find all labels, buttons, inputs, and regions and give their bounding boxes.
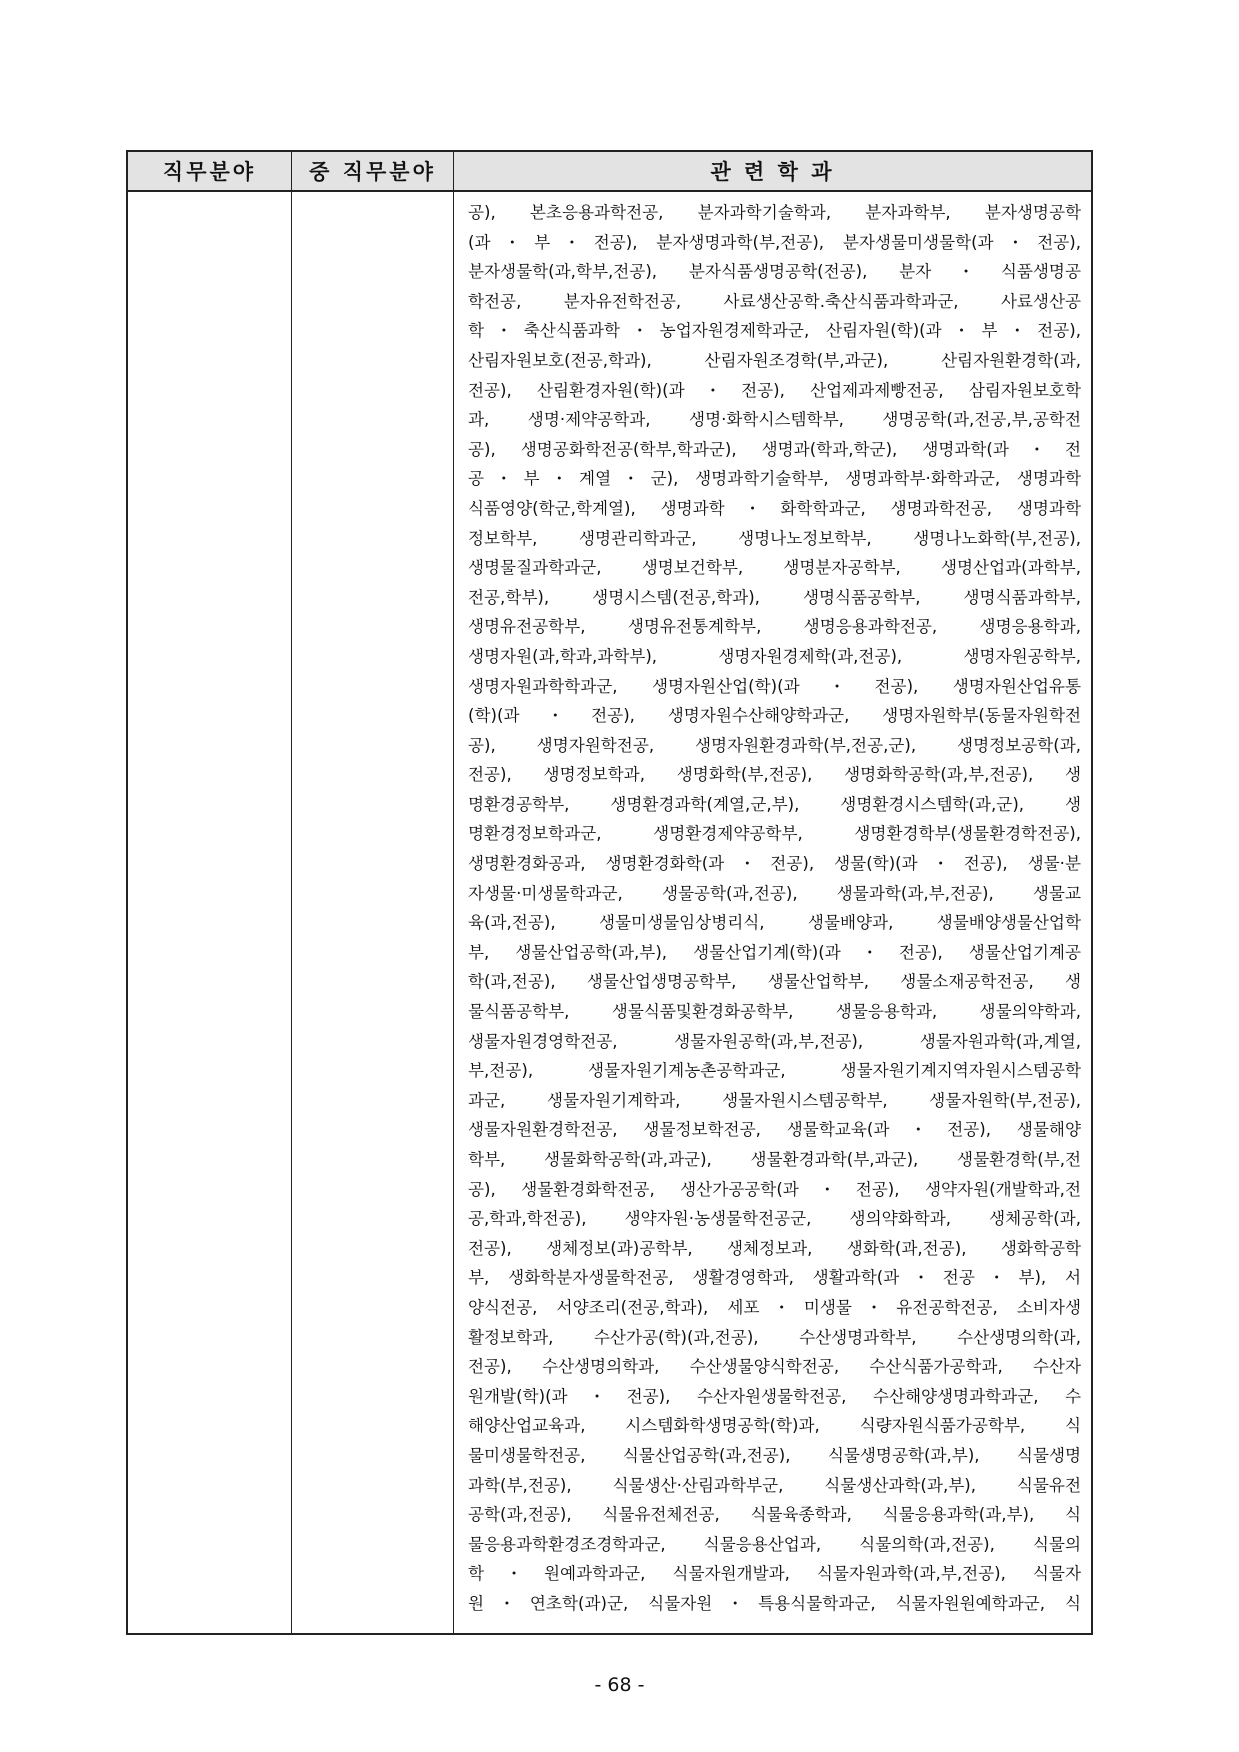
related-departments-line: 명환경공학부, 생명환경과학(계열,군,부), 생명환경시스템학(과,군), 생 — [468, 794, 1081, 814]
related-departments-line: (과・부・전공), 분자생명과학(부,전공), 분자생물미생물학(과・전공), — [468, 232, 1081, 252]
related-departments-line: 자생물·미생물학과군, 생물공학(과,전공), 생물과학(과,부,전공), 생물교 — [468, 883, 1081, 903]
related-departments-line: 생물자원환경학전공, 생물정보학전공, 생물학교육(과・전공), 생물해양 — [468, 1120, 1081, 1140]
related-departments-line: 전공,학부), 생명시스템(전공,학과), 생명식품공학부, 생명식품과학부, — [468, 587, 1081, 607]
department-table — [126, 150, 1093, 1635]
related-departments-line: 식품영양(학군,학계열), 생명과학・화학학과군, 생명과학전공, 생명과학 — [468, 498, 1081, 518]
related-departments-line: 정보학부, 생명관리학과군, 생명나노정보학부, 생명나노화학(부,전공), — [468, 528, 1081, 548]
related-departments-line: 학・축산식품과학・농업자원경제학과군, 산림자원(학)(과・부・전공), — [468, 321, 1081, 341]
job-field-cell — [128, 192, 292, 1633]
related-departments-line: 공학(과,전공), 식물유전체전공, 식물육종학과, 식물응용과학(과,부), 식 — [468, 1505, 1081, 1525]
related-departments-line: 부, 생물산업공학(과,부), 생물산업기계(학)(과・전공), 생물산업기계공 — [468, 942, 1081, 962]
related-departments-line: 전공), 생체정보(과)공학부, 생체정보과, 생화학(과,전공), 생화학공학 — [468, 1238, 1081, 1258]
related-departments-line: (학)(과・전공), 생명자원수산해양학과군, 생명자원학부(동물자원학전 — [468, 706, 1081, 726]
related-departments-line: 해양산업교육과, 시스템화학생명공학(학)과, 식량자원식품가공학부, 식 — [468, 1416, 1081, 1436]
related-departments-line: 물응용과학환경조경학과군, 식물응용산업과, 식물의학(과,전공), 식물의 — [468, 1534, 1081, 1554]
related-departments-line: 부, 생화학분자생물학전공, 생활경영학과, 생활과학(과・전공・부), 서 — [468, 1268, 1081, 1288]
related-departments-line: 공・부・계열・군), 생명과학기술학부, 생명과학부·화학과군, 생명과학 — [468, 469, 1081, 489]
header-related-departments: 관 련 학 과 — [454, 152, 1091, 192]
related-departments-line: 물미생물학전공, 식물산업공학(과,전공), 식물생명공학(과,부), 식물생명 — [468, 1445, 1081, 1465]
related-departments-line: 전공), 산림환경자원(학)(과・전공), 산업제과제빵전공, 삼림자원보호학 — [468, 380, 1081, 400]
related-departments-line: 학・원예과학과군, 식물자원개발과, 식물자원과학(과,부,전공), 식물자 — [468, 1564, 1081, 1584]
related-departments-line: 과군, 생물자원기계학과, 생물자원시스템공학부, 생물자원학(부,전공), — [468, 1090, 1081, 1110]
header-sub-job-field: 중 직무분야 — [292, 152, 454, 192]
related-departments-line: 공), 생명자원학전공, 생명자원환경과학(부,전공,군), 생명정보공학(과, — [468, 735, 1081, 755]
related-departments-cell — [454, 192, 1091, 1633]
related-departments-line: 과, 생명·제약공학과, 생명·화학시스템학부, 생명공학(과,전공,부,공학전 — [468, 410, 1081, 430]
related-departments-line: 원・연초학(과)군, 식물자원・특용식물학과군, 식물자원원예학과군, 식 — [468, 1593, 1081, 1613]
related-departments-line: 양식전공, 서양조리(전공,학과), 세포・미생물・유전공학전공, 소비자생 — [468, 1297, 1081, 1317]
related-departments-line: 공), 생물환경화학전공, 생산가공공학(과・전공), 생약자원(개발학과,전 — [468, 1179, 1081, 1199]
page-number: - 68 - — [594, 1674, 645, 1696]
related-departments-line: 생명물질과학과군, 생명보건학부, 생명분자공학부, 생명산업과(과학부, — [468, 558, 1081, 578]
related-departments-line: 산림자원보호(전공,학과), 산림자원조경학(부,과군), 산림자원환경학(과, — [468, 350, 1081, 370]
related-departments-line: 생명자원과학학과군, 생명자원산업(학)(과・전공), 생명자원산업유통 — [468, 676, 1081, 696]
related-departments-line: 생명자원(과,학과,과학부), 생명자원경제학(과,전공), 생명자원공학부, — [468, 646, 1081, 666]
related-departments-line: 육(과,전공), 생물미생물임상병리식, 생물배양과, 생물배양생물산업학 — [468, 913, 1081, 933]
related-departments-line: 공,학과,학전공), 생약자원·농생물학전공군, 생의약화학과, 생체공학(과, — [468, 1209, 1081, 1229]
related-departments-line: 과학(부,전공), 식물생산·산림과학부군, 식물생산과학(과,부), 식물유전 — [468, 1475, 1081, 1495]
related-departments-line: 원개발(학)(과・전공), 수산자원생물학전공, 수산해양생명과학과군, 수 — [468, 1386, 1081, 1406]
related-departments-line: 공), 생명공화학전공(학부,학과군), 생명과(학과,학군), 생명과학(과・전 — [468, 439, 1081, 459]
sub-job-field-cell — [292, 192, 454, 1633]
header-job-field: 직무분야 — [128, 152, 292, 192]
related-departments-line: 부,전공), 생물자원기계농촌공학과군, 생물자원기계지역자원시스템공학 — [468, 1061, 1081, 1081]
related-departments-line: 학(과,전공), 생물산업생명공학부, 생물산업학부, 생물소재공학전공, 생 — [468, 972, 1081, 992]
related-departments-line: 명환경정보학과군, 생명환경제약공학부, 생명환경학부(생물환경학전공), — [468, 824, 1081, 844]
related-departments-line: 활정보학과, 수산가공(학)(과,전공), 수산생명과학부, 수산생명의학(과, — [468, 1327, 1081, 1347]
related-departments-line: 공), 본초응용과학전공, 분자과학기술학과, 분자과학부, 분자생명공학 — [468, 203, 1081, 222]
related-departments-line: 물식품공학부, 생물식품및환경화공학부, 생물응용학과, 생물의약학과, — [468, 1002, 1081, 1022]
related-departments-line: 전공), 수산생명의학과, 수산생물양식학전공, 수산식품가공학과, 수산자 — [468, 1357, 1081, 1377]
related-departments-line: 분자생물학(과,학부,전공), 분자식품생명공학(전공), 분자・식품생명공 — [468, 262, 1081, 282]
related-departments-line: 생명환경화공과, 생명환경화학(과・전공), 생물(학)(과・전공), 생물·분 — [468, 854, 1081, 874]
related-departments-line: 학부, 생물화학공학(과,과군), 생물환경과학(부,과군), 생물환경학(부,전 — [468, 1150, 1081, 1169]
related-departments-line: 학전공, 분자유전학전공, 사료생산공학.축산식품과학과군, 사료생산공 — [468, 291, 1081, 311]
related-departments-line: 생명유전공학부, 생명유전통계학부, 생명응용과학전공, 생명응용학과, — [468, 617, 1081, 637]
related-departments-line: 전공), 생명정보학과, 생명화학(부,전공), 생명화학공학(과,부,전공), 생 — [468, 765, 1081, 785]
related-departments-line: 생물자원경영학전공, 생물자원공학(과,부,전공), 생물자원과학(과,계열, — [468, 1031, 1081, 1051]
